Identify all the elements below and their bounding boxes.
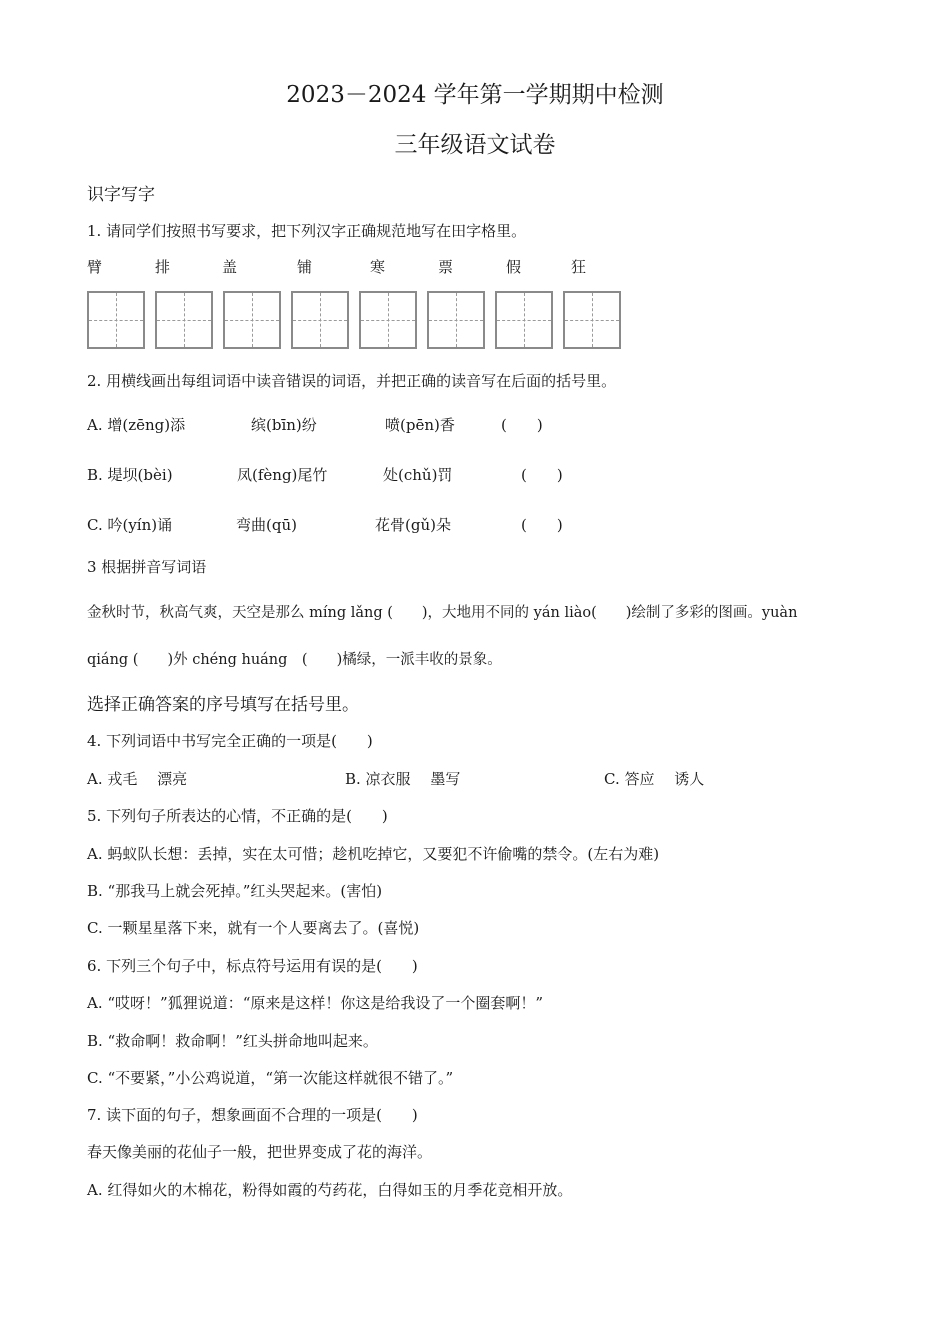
q6-option-b[interactable]: B. “救命啊！救命啊！”红头拼命地叫起来。 (87, 1032, 378, 1050)
q2-item: 花骨(gǔ)朵 (375, 516, 451, 534)
answer-parentheses[interactable]: ( ) (501, 416, 543, 434)
q7-sentence: 春天像美丽的花仙子一般，把世界变成了花的海洋。 (87, 1143, 433, 1161)
q3-passage-line-2: qiáng ( )外 chéng huáng ( )橘绿，一派丰收的景象。 (87, 652, 502, 668)
exam-subtitle: 三年级语文试卷 (394, 132, 556, 158)
q2-item: A. 增(zēng)添 (87, 416, 186, 434)
question-5: 5. 下列句子所表达的心情，不正确的是( ) (87, 807, 388, 825)
exam-title: 2023－2024 学年第一学期期中检测 (286, 82, 664, 108)
tianzige-cell[interactable] (495, 291, 553, 349)
tianzige-cell[interactable] (223, 291, 281, 349)
q4-option-a[interactable]: A. 戎毛 漂亮 (87, 770, 188, 788)
tianzige-cell[interactable] (155, 291, 213, 349)
answer-parentheses[interactable]: ( ) (521, 516, 563, 534)
question-2: 2. 用横线画出每组词语中读音错误的词语，并把正确的读音写在后面的括号里。 (87, 372, 617, 390)
question-6: 6. 下列三个句子中，标点符号运用有误的是( ) (87, 957, 418, 975)
q7-option-a[interactable]: A. 红得如火的木棉花，粉得如霞的芍药花，白得如玉的月季花竞相开放。 (87, 1181, 573, 1199)
q4-option-c[interactable]: C. 答应 诱人 (604, 770, 705, 788)
q2-item: 喷(pēn)香 (385, 416, 455, 434)
character-item: 狂 (571, 258, 587, 276)
q4-option-b[interactable]: B. 凉衣服 墨写 (345, 770, 461, 788)
section-heading-literacy: 识字写字 (87, 185, 155, 205)
section-heading-choice: 选择正确答案的序号填写在括号里。 (87, 695, 359, 715)
q5-option-c[interactable]: C. 一颗星星落下来，就有一个人要离去了。(喜悦) (87, 919, 420, 937)
question-4: 4. 下列词语中书写完全正确的一项是( ) (87, 732, 373, 750)
character-item: 铺 (297, 258, 313, 276)
tianzige-cell[interactable] (359, 291, 417, 349)
q5-option-a[interactable]: A. 蚂蚁队长想：丢掉，实在太可惜；趁机吃掉它，又要犯不许偷嘴的禁令。(左右为难) (87, 845, 660, 863)
q2-item: 缤(bīn)纷 (251, 416, 317, 434)
q2-item: C. 吟(yín)诵 (87, 516, 173, 534)
character-item: 盖 (222, 258, 238, 276)
question-7: 7. 读下面的句子，想象画面不合理的一项是( ) (87, 1106, 418, 1124)
tianzige-cell[interactable] (563, 291, 621, 349)
character-item: 假 (506, 258, 522, 276)
q5-option-b[interactable]: B. “那我马上就会死掉。”红头哭起来。(害怕) (87, 882, 383, 900)
question-1: 1. 请同学们按照书写要求，把下列汉字正确规范地写在田字格里。 (87, 222, 527, 240)
q2-item: 弯曲(qū) (236, 516, 297, 534)
character-item: 臂 (87, 258, 103, 276)
tianzige-cell[interactable] (427, 291, 485, 349)
answer-parentheses[interactable]: ( ) (521, 466, 563, 484)
q3-passage-line-1: 金秋时节，秋高气爽，天空是那么 míng lǎng ( )，大地用不同的 yán liào( )绘制了多彩的图画。yuàn (87, 605, 798, 621)
character-item: 寒 (370, 258, 386, 276)
question-3: 3 根据拼音写词语 (87, 558, 207, 576)
q6-option-a[interactable]: A. “哎呀！”狐狸说道：“原来是这样！你这是给我设了一个圈套啊！” (87, 994, 544, 1012)
tianzige-cell[interactable] (87, 291, 145, 349)
character-item: 排 (155, 258, 171, 276)
q2-item: 处(chǔ)罚 (383, 466, 453, 484)
q2-item: B. 堤坝(bèi) (87, 466, 173, 484)
tianzige-cell[interactable] (291, 291, 349, 349)
q6-option-c[interactable]: C. “不要紧，”小公鸡说道，“第一次能这样就很不错了。” (87, 1069, 454, 1087)
q2-item: 凤(fèng)尾竹 (237, 466, 328, 484)
character-item: 票 (438, 258, 454, 276)
